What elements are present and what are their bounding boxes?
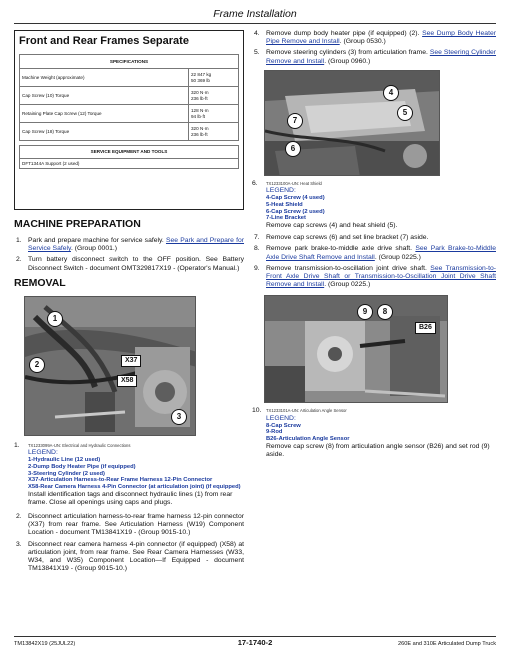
figure1-caption: 1. TX1233099A-UN: Electrical and Hydraulic Connections LEGEND: 1-Hydraulic Line (12 used) 2-Dump Body Heater Pipe (if equipped) 3-Steering Cylinder (2 used) X37-Articulation Harness-to-Rear Frame Harness 12-Pin Connector X58-Rear Camera Harness 4-Pin Connector (at articulation joint) (if equipped) Install identification tags and disconnect hydraulic lines (1) from rear frame. Close all openings using caps and plugs.: [14, 442, 244, 507]
procedure-box: [14, 30, 244, 210]
figure2-note: Remove cap screws (4) and heat shield (5).: [266, 222, 398, 230]
legend-item: 7-Line Bracket: [266, 215, 306, 222]
tag-b26: B26: [415, 322, 436, 334]
removal-title: REMOVAL: [14, 276, 66, 289]
step-item: 9. Remove transmission-to-oscillation joint drive shaft. See Transmission-to-Front Axle Drive Shaft or Transmission-to-Oscillation Joint Drive Shaft Remove and Install. (Group 0225.): [254, 264, 496, 289]
footer-model: 260E and 310E Articulated Dump Truck: [398, 641, 496, 647]
figure2-caption: 6. TX1233100A-UN: Heat Shield LEGEND: 4-Cap Screw (4 used) 5-Heat Shield 6-Cap Screw (2 used) 7-Line Bracket Remove cap screws (4) and heat shield (5).: [252, 180, 496, 230]
figure3-note: Remove cap screw (8) from articulation angle sensor (B26) and set rod (9) aside.: [266, 442, 490, 458]
spec-label: Machine Weight (approximate): [20, 69, 189, 87]
legend-item: 2-Dump Body Heater Pipe (if equipped): [28, 463, 136, 470]
step-item: 7. Remove cap screws (6) and set line bracket (7) aside.: [254, 234, 429, 242]
service-tools-table: [19, 145, 239, 169]
page-footer: [14, 636, 496, 650]
callout-1: 1: [47, 311, 63, 327]
heat-shield-photo: [264, 70, 440, 176]
specifications-heading: SPECIFICATIONS: [20, 55, 239, 69]
spec-value: 320 N·m 236 lb·ft: [189, 87, 239, 105]
callout-5: 5: [397, 105, 413, 121]
legend-item: 9-Rod: [266, 429, 283, 436]
legend-title: LEGEND:: [266, 187, 296, 195]
step-item: 4. Remove dump body heater pipe (if equipped) (2). See Dump Body Heater Pipe Remove and Install. (Group 0530.): [254, 30, 496, 46]
page-header-title: Frame Installation: [213, 8, 297, 20]
machine-prep-section: [14, 218, 244, 273]
tool-item: DFT1344A Support (2 used): [20, 159, 239, 169]
step-item: 2. Turn battery disconnect switch to the OFF position. See Battery Disconnect Switch - document OMT329817X19 - (Operator's Manual.): [16, 256, 244, 272]
left-column: [14, 30, 244, 576]
table-row: [20, 69, 239, 87]
callout-4: 4: [383, 85, 399, 101]
steering-cylinder-link[interactable]: See Steering Cylinder Remove and Install: [266, 49, 497, 65]
spec-value: 22 847 kg 50 369 lb: [189, 69, 239, 87]
page-header: [14, 6, 496, 24]
legend-item: X37-Articulation Harness-to-Rear Frame Harness 12-Pin Connector: [28, 477, 213, 484]
step-item: 5. Remove steering cylinders (3) from articulation frame. See Steering Cylinder Remove and Install. (Group 0960.): [254, 49, 497, 65]
table-row: [20, 87, 239, 105]
angle-sensor-photo: [264, 295, 448, 403]
step-item: 2. Disconnect articulation harness-to-rear frame harness 12-pin connector (X37) from rear frame. See Articulation Harness (W19) Component Location - document TM13841X19 - (Group 9015-10.): [16, 512, 244, 537]
specifications-table: [19, 54, 239, 141]
callout-3: 3: [171, 409, 187, 425]
machine-prep-title: MACHINE PREPARATION: [14, 218, 141, 230]
table-row: [20, 123, 239, 141]
procedure-title: Front and Rear Frames Separate: [19, 35, 189, 47]
legend-item: 1-Hydraulic Line (12 used): [28, 457, 101, 463]
figure2-id: TX1233100A-UN: Heat Shield: [266, 180, 322, 186]
figure3-caption: 10. TX1233101A-UN: Articulation Angle Sensor LEGEND: 8-Cap Screw 9-Rod B26-Articulation Angle Sensor Remove cap screw (8) from articulation angle sensor (B26) and set rod (9) aside.: [252, 407, 496, 459]
legend-item: 8-Cap Screw: [266, 422, 301, 429]
legend-item: X58-Rear Camera Harness 4-Pin Connector (at articulation joint) (if equipped): [28, 484, 241, 491]
table-row: [20, 159, 239, 169]
callout-9: 9: [357, 304, 373, 320]
legend-item: B26-Articulation Angle Sensor: [266, 436, 350, 443]
legend-item: 5-Heat Shield: [266, 201, 303, 208]
callout-7: 7: [287, 113, 303, 129]
legend-item: 3-Steering Cylinder (2 used): [28, 470, 105, 477]
legend-title: LEGEND:: [266, 415, 296, 422]
transmission-drive-shaft-link[interactable]: See Transmission-to-Front Axle Drive Shaft or Transmission-to-Oscillation Joint Drive Shaft Remove and Install: [266, 264, 496, 289]
table-row: [20, 105, 239, 123]
footer-doc-id: TM13842X19 (25JUL22): [14, 641, 76, 647]
step-item: 3. Disconnect rear camera harness 4-pin connector (if equipped) (X58) at articulation joint, from rear frame. See Rear Camera Harnesses (W33, W34, and W35) Component Location—If Equipped - document TM13841X19 - (Group 9015-10.): [16, 540, 244, 573]
spec-label: Cap Screw (18) Torque: [20, 123, 189, 141]
step-item: 1. Park and prepare machine for service safely. See Park and Prepare for Service Safely. (Group 0001.): [16, 237, 245, 253]
service-tools-heading: SERVICE EQUIPMENT AND TOOLS: [20, 146, 239, 159]
figure1-note: Install identification tags and disconnect hydraulic lines (1) from rear frame. Close all openings using caps and plugs.: [28, 490, 233, 506]
park-brake-drive-shaft-link[interactable]: See Park Brake-to-Middle Axle Drive Shaft Remove and Install: [266, 245, 496, 261]
legend-item: 4-Cap Screw (4 used): [266, 195, 325, 201]
callout-6: 6: [285, 141, 301, 157]
figure1-id: TX1233099A-UN: Electrical and Hydraulic Connections: [28, 442, 131, 448]
spec-value: 128 N·m 94 lb·ft: [189, 105, 239, 123]
spec-label: Retaining Plate Cap Screw (12) Torque: [20, 105, 189, 123]
footer-page-number: 17-1740-2: [237, 638, 273, 647]
callout-2: 2: [29, 357, 45, 373]
legend-item: 6-Cap Screw (2 used): [266, 208, 325, 215]
electrical-hydraulic-photo: [24, 296, 196, 436]
tag-x58: X58: [117, 375, 137, 387]
legend-title: LEGEND:: [28, 449, 58, 457]
callout-8: 8: [377, 304, 393, 320]
spec-label: Cap Screw (10) Torque: [20, 87, 189, 105]
tag-x37: X37: [121, 355, 141, 367]
dump-body-heater-link[interactable]: See Dump Body Heater Pipe Remove and Install: [266, 30, 496, 46]
park-prepare-link[interactable]: See Park and Prepare for Service Safely: [28, 237, 245, 253]
removal-section: [14, 277, 244, 574]
figure3-id: TX1233101A-UN: Articulation Angle Sensor: [266, 408, 347, 414]
spec-value: 320 N·m 236 lb·ft: [189, 123, 239, 141]
right-column: [252, 30, 496, 459]
step-item: 8. Remove park brake-to-middle axle drive shaft. See Park Brake-to-Middle Axle Drive Shaft Remove and Install. (Group 0225.): [254, 245, 496, 261]
